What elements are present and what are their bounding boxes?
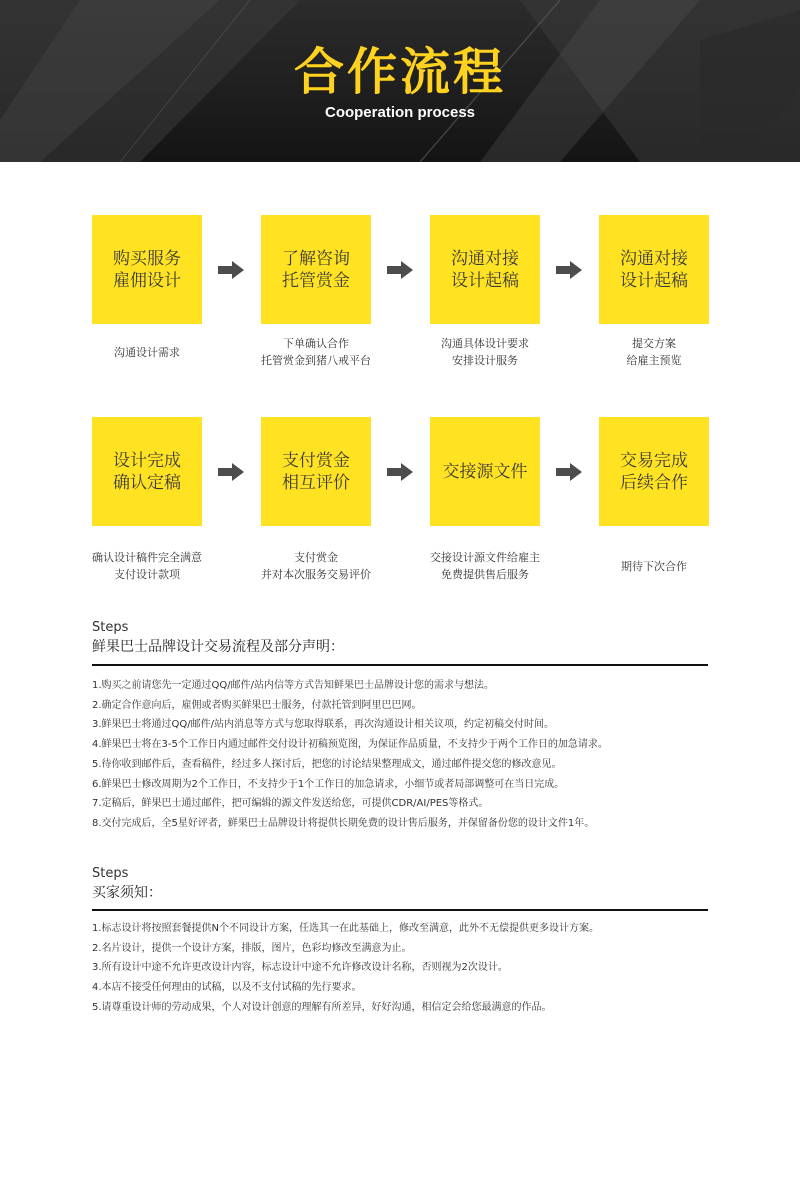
step-desc-line: 托管赏金到猪八戒平台 (261, 354, 371, 367)
step-box-line: 沟通对接 (451, 248, 519, 269)
step-description (569, 332, 739, 372)
step-description (231, 546, 401, 586)
arrow-right-icon (556, 261, 582, 279)
statement-list (92, 676, 732, 834)
process-step-box (599, 417, 709, 526)
section-label: Steps (92, 620, 129, 635)
list-item: 3.鲜果巴士将通过QQ/邮件/站内消息等方式与您取得联系，再次沟通设计相关议项，约定初稿交付时间。 (92, 719, 555, 731)
step-box-line: 设计起稿 (451, 270, 519, 291)
step-description (62, 546, 232, 586)
step-desc-line: 交接设计源文件给雇主 (430, 551, 540, 564)
list-item: 7.定稿后，鲜果巴士通过邮件，把可编辑的源文件发送给您，可提供CDR/AI/PES等格式。 (92, 798, 489, 810)
list-item: 6.鲜果巴士修改周期为2个工作日，不支持少于1个工作日的加急请求，小细节或者局部调整可在当日完成。 (92, 778, 565, 790)
arrow-right-icon (387, 463, 413, 481)
step-desc-line: 给雇主预览 (626, 354, 682, 367)
process-step-box (430, 215, 540, 324)
list-item: 3.所有设计中途不允许更改设计内容，标志设计中途不允许修改设计名称，否则视为2次设计。 (92, 962, 508, 974)
buyer-notice-list (92, 919, 732, 1018)
step-description (400, 332, 570, 372)
step-desc-line: 沟通具体设计要求 (441, 337, 529, 350)
list-item: 8.交付完成后，全5星好评者，鲜果巴士品牌设计将提供长期免费的设计售后服务，并保留备份您的设计文件1年。 (92, 817, 595, 829)
process-step-box (92, 215, 202, 324)
list-item: 5.请尊重设计师的劳动成果，个人对设计创意的理解有所差异，好好沟通，相信定会给您最满意的作品。 (92, 1001, 552, 1013)
step-box-line: 支付赏金 (282, 450, 350, 471)
step-box-line: 交接源文件 (442, 461, 528, 482)
step-box-line: 确认定稿 (113, 472, 181, 493)
list-item: 2.确定合作意向后，雇佣或者购买鲜果巴士服务，付款托管到阿里巴巴网。 (92, 699, 422, 711)
arrow-right-icon (556, 463, 582, 481)
section-divider (92, 909, 708, 911)
process-step-box (92, 417, 202, 526)
list-item: 2.名片设计，提供一个设计方案，排版，图片，色彩均修改至满意为止。 (92, 942, 412, 954)
list-item: 1.购买之前请您先一定通过QQ/邮件/站内信等方式告知鲜果巴士品牌设计您的需求与想法。 (92, 680, 495, 691)
page-subtitle: Cooperation process (324, 104, 476, 121)
header-banner (0, 0, 800, 162)
step-box-line: 交易完成 (620, 450, 688, 471)
step-desc-line: 提交方案 (632, 337, 676, 350)
section-heading: 鲜果巴士品牌设计交易流程及部分声明： (92, 639, 344, 655)
process-step-box (430, 417, 540, 526)
arrow-right-icon (218, 463, 244, 481)
step-box-line: 购买服务 (113, 248, 181, 269)
step-desc-line: 免费提供售后服务 (441, 568, 529, 581)
step-box-line: 雇佣设计 (113, 270, 181, 291)
list-item: 5.待你收到邮件后，查看稿件，经过多人探讨后，把您的讨论结果整理成文，通过邮件提交您的修改意见。 (92, 758, 562, 770)
step-description (62, 332, 232, 372)
list-item: 4.鲜果巴士将在3-5个工作日内通过邮件交付设计初稿预览图，为保证作品质量，不支持少于两个工作日的加急请求。 (92, 739, 608, 751)
step-box-line: 沟通对接 (620, 248, 688, 269)
step-box-line: 设计完成 (113, 450, 181, 471)
section-heading: 买家须知： (92, 885, 162, 901)
process-step-box (261, 215, 371, 324)
step-box-line: 托管赏金 (282, 270, 350, 291)
step-box-line: 了解咨询 (282, 248, 350, 269)
step-desc-line: 支付赏金 (294, 551, 338, 564)
step-desc-line: 并对本次服务交易评价 (261, 568, 371, 581)
step-box-line: 后续合作 (620, 472, 688, 493)
step-description (231, 332, 401, 372)
process-step-box (599, 215, 709, 324)
step-box-line: 相互评价 (282, 472, 350, 493)
step-desc-line: 安排设计服务 (452, 354, 518, 367)
list-item: 4.本店不接受任何理由的试稿，以及不支付试稿的先行要求。 (92, 982, 362, 994)
step-desc-line: 下单确认合作 (283, 337, 349, 350)
arrow-right-icon (387, 261, 413, 279)
step-desc-line: 沟通设计需求 (114, 345, 180, 359)
process-step-box (261, 417, 371, 526)
step-description (569, 546, 739, 586)
step-desc-line: 期待下次合作 (621, 559, 687, 573)
step-description (400, 546, 570, 586)
list-item: 1.标志设计将按照套餐提供N个不同设计方案，任选其一在此基础上，修改至满意，此外不无偿提供更多设计方案。 (92, 923, 600, 934)
arrow-right-icon (218, 261, 244, 279)
section-label: Steps (92, 866, 129, 881)
step-desc-line: 支付设计款项 (114, 568, 180, 581)
step-desc-line: 确认设计稿件完全满意 (92, 551, 202, 564)
step-box-line: 设计起稿 (620, 270, 688, 291)
section-divider (92, 664, 708, 666)
page-title: 合作流程 (294, 43, 506, 101)
